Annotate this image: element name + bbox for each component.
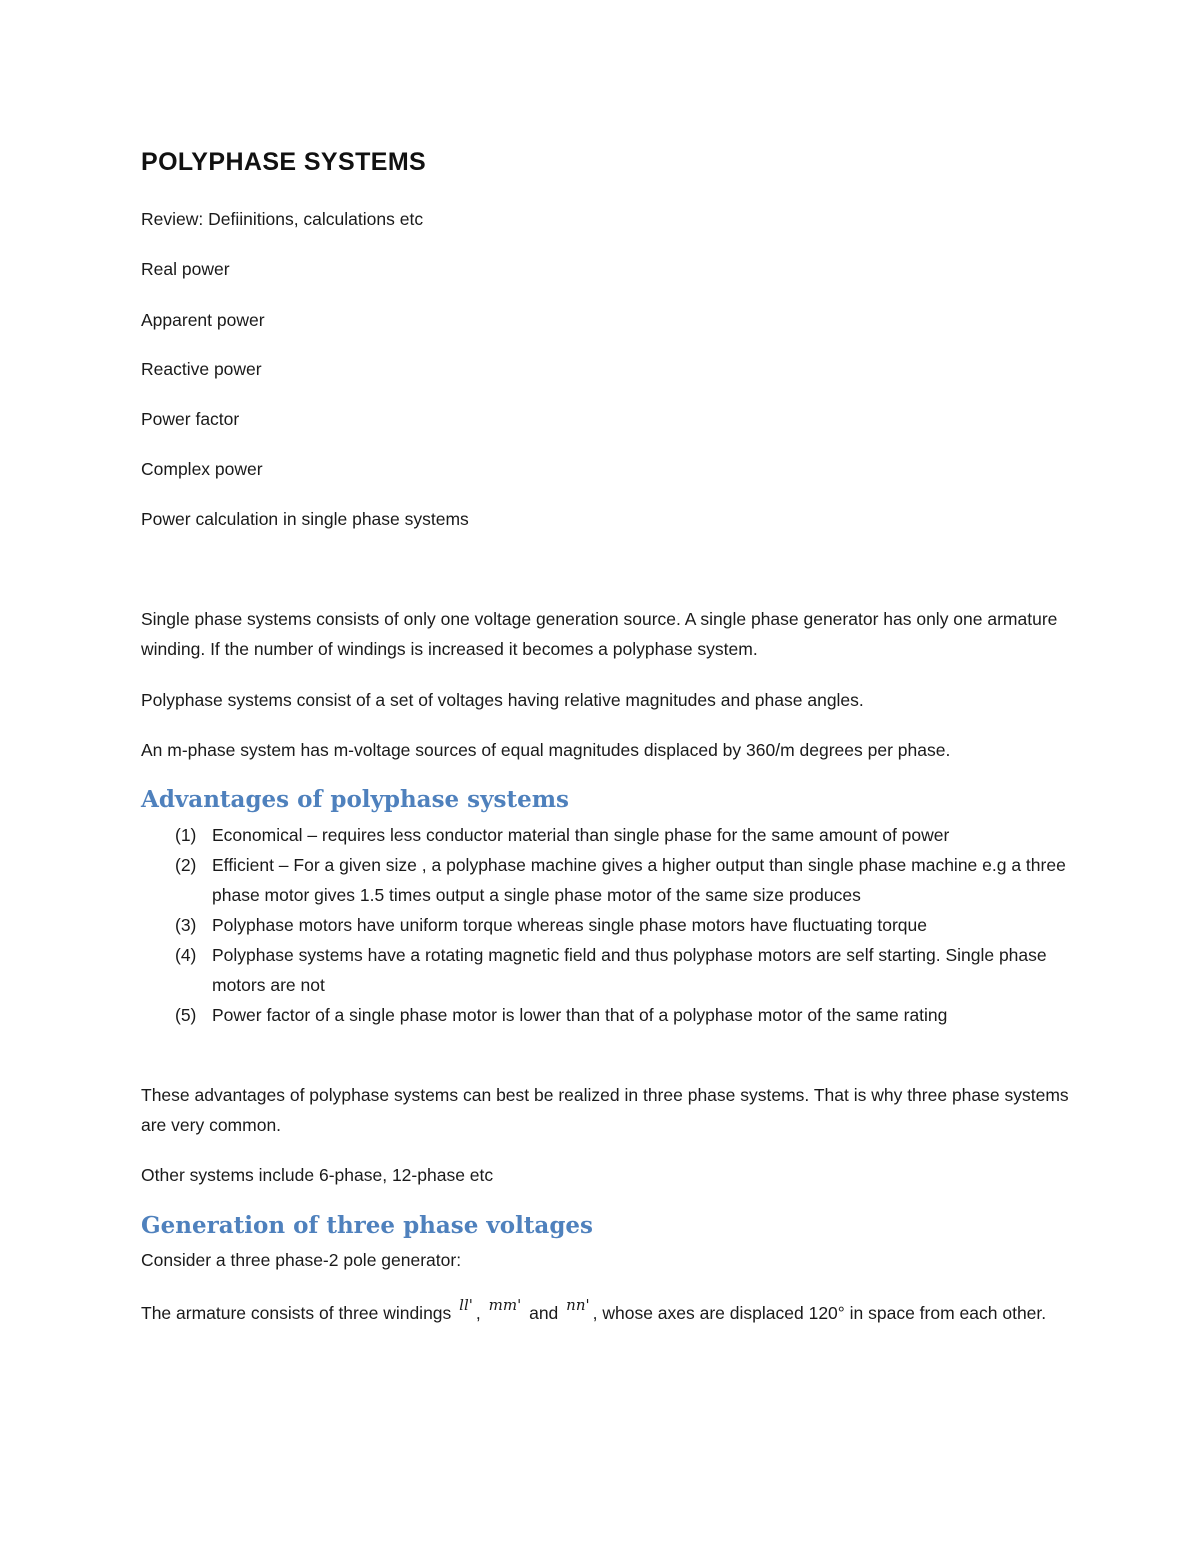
list-item-number: (5) (175, 1005, 197, 1025)
review-item-apparent-power: Apparent power (141, 310, 265, 330)
paragraph-polyphase-definition: Polyphase systems consist of a set of voltages having relative magnitudes and phase angles. (141, 690, 864, 710)
paragraph-armature (141, 1298, 1071, 1329)
review-item-real-power: Real power (141, 259, 230, 279)
list-item-text: Power factor of a single phase motor is lower than that of a polyphase motor of the same rating (212, 1005, 948, 1025)
paragraph-generator-intro: Consider a three phase-2 pole generator: (141, 1250, 462, 1270)
list-item (141, 1000, 1071, 1030)
paragraph-other-systems: Other systems include 6-phase, 12-phase etc (141, 1165, 494, 1185)
winding-symbol-ll: ll' (459, 1296, 473, 1314)
review-item-complex-power: Complex power (141, 459, 263, 479)
paragraph-three-phase-common: These advantages of polyphase systems can best be realized in three phase systems. That is why three phase systems are very common. (141, 1085, 1069, 1135)
list-item (141, 850, 1071, 910)
list-item (141, 910, 1071, 940)
list-item-text: Polyphase systems have a rotating magnetic field and thus polyphase motors are self starting. Single phase motors are not (212, 945, 1047, 995)
paragraph-m-phase: An m-phase system has m-voltage sources of equal magnitudes displaced by 360/m degrees per phase. (141, 740, 951, 760)
list-item-number: (1) (175, 825, 197, 845)
list-item (141, 940, 1071, 1000)
armature-text-prefix: The armature consists of three windings (141, 1303, 452, 1323)
paragraph-single-phase: Single phase systems consists of only one voltage generation source. A single phase generator has only one armature winding. If the number of windings is increased it becomes a polyphase system. (141, 609, 1058, 659)
page-title: POLYPHASE SYSTEMS (141, 148, 427, 176)
winding-symbol-mm: mm' (488, 1296, 522, 1314)
review-item-power-factor: Power factor (141, 409, 240, 429)
review-line: Review: Defiinitions, calculations etc (141, 209, 424, 229)
review-item-reactive-power: Reactive power (141, 359, 262, 379)
heading-generation: Generation of three phase voltages (141, 1212, 593, 1239)
review-item-power-calculation: Power calculation in single phase systems (141, 509, 469, 529)
armature-text-suffix: , whose axes are displaced 120° in space from each other. (592, 1303, 1047, 1323)
list-item-text: Polyphase motors have uniform torque whereas single phase motors have fluctuating torque (212, 915, 927, 935)
advantages-list (141, 820, 1071, 1030)
winding-symbol-nn: nn' (566, 1296, 590, 1314)
heading-advantages: Advantages of polyphase systems (141, 786, 569, 813)
separator-comma: , (475, 1303, 481, 1323)
list-item-text: Economical – requires less conductor material than single phase for the same amount of power (212, 825, 950, 845)
list-item-number: (2) (175, 855, 197, 875)
list-item (141, 820, 1071, 850)
separator-and: and (529, 1303, 559, 1323)
list-item-text: Efficient – For a given size , a polyphase machine gives a higher output than single phase machine e.g a three phase motor gives 1.5 times output a single phase motor of the same size produces (212, 855, 1066, 905)
list-item-number: (4) (175, 945, 197, 965)
list-item-number: (3) (175, 915, 197, 935)
